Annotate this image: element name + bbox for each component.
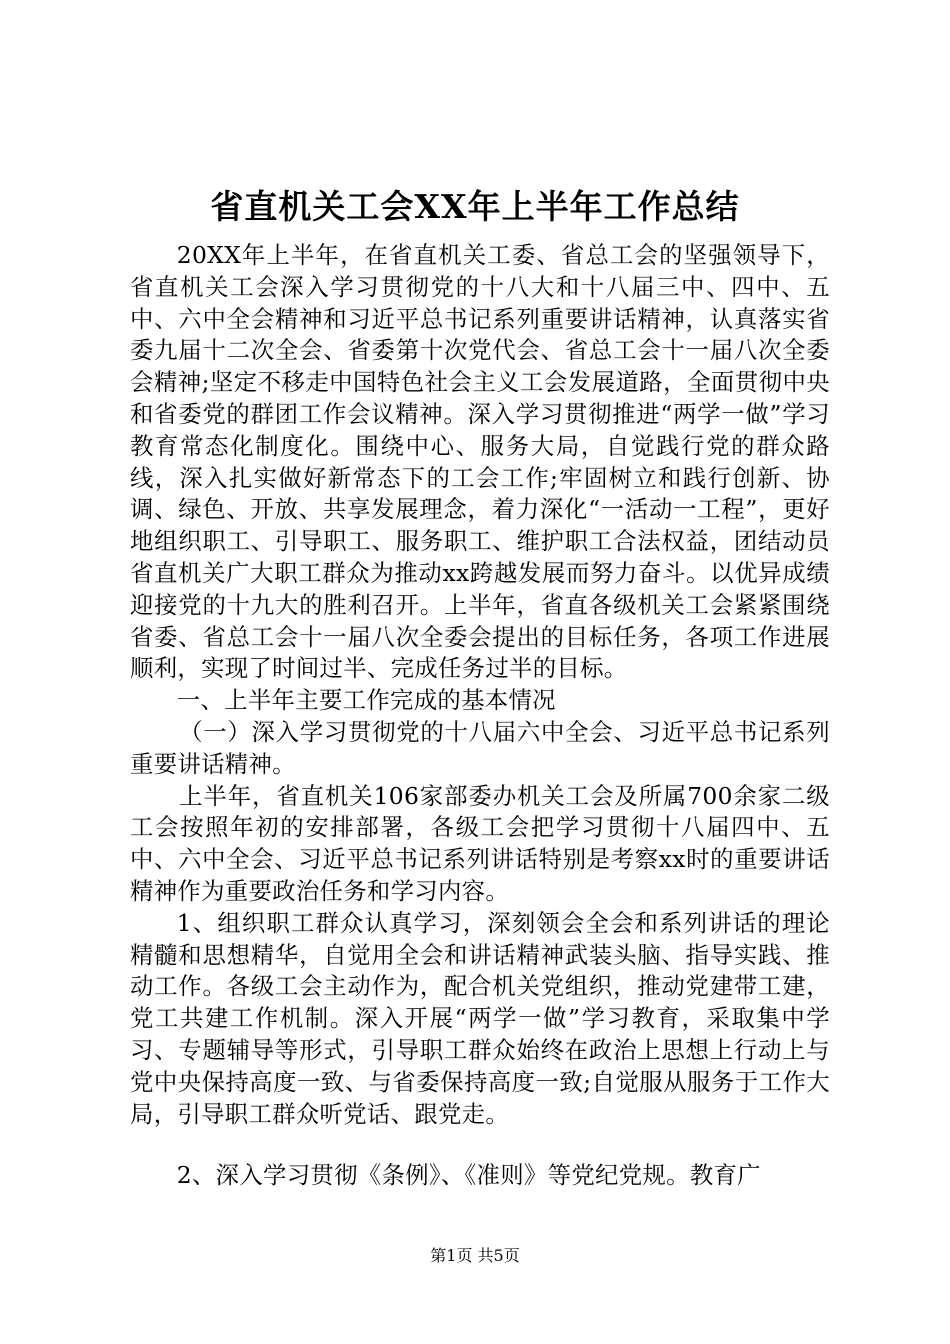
paragraph-spacer (130, 1130, 830, 1160)
paragraph-first-half: 上半年，省直机关106家部委办机关工会及所属700余家二级工会按照年初的安排部署，各级工会把学习贯彻十八届四中、五中、六中全会、习近平总书记系列讲话特别是考察xx时的重要讲话精神作为重要政治任务和学习内容。 (130, 781, 830, 905)
page-number: 第1页 共5页 (430, 1246, 520, 1265)
section-heading-1: 一、上半年主要工作完成的基本情况 (176, 686, 556, 715)
document-body (130, 240, 830, 1192)
paragraph-item-1: 1、组织职工群众认真学习，深刻领会全会和系列讲话的理论精髓和思想精华，自觉用全会和讲话精神武装头脑、指导实践、推动工作。各级工会主动作为，配合机关党组织，推动党建带工建，党工共建工作机制。深入开展“两学一做”学习教育，采取集中学习、专题辅导等形式，引导职工群众始终在政治上思想上行动上与党中央保持高度一致、与省委保持高度一致;自觉服从服务于工作大局，引导职工群众听党话、跟党走。 (130, 908, 830, 1128)
paragraph-intro: 20XX年上半年，在省直机关工委、省总工会的坚强领导下，省直机关工会深入学习贯彻党的十八大和十八届三中、四中、五中、六中全会精神和习近平总书记系列重要讲话精神，认真落实省委九届十二次全会、省委第十次党代会、省总工会十一届八次全委会精神;坚定不移走中国特色社会主义工会发展道路，全面贯彻中央和省委党的群团工作会议精神。深入学习贯彻推进“两学一做”学习教育常态化制度化。围绕中心、服务大局，自觉践行党的群众路线，深入扎实做好新常态下的工会工作;牢固树立和践行创新、协调、绿色、开放、共享发展理念，着力深化“一活动一工程”，更好地组织职工、引导职工、服务职工、维护职工合法权益，团结动员省直机关广大职工群众为推动xx跨越发展而努力奋斗。以优异成绩迎接党的十九大的胜利召开。上半年，省直各级机关工会紧紧围绕省委、省总工会十一届八次全委会提出的目标任务，各项工作进展顺利，实现了时间过半、完成任务过半的目标。 (130, 241, 830, 683)
document-title: 省直机关工会XX年上半年工作总结 (210, 187, 740, 226)
paragraph-item-2: 2、深入学习贯彻《条例》、《准则》等党纪党规。教育广 (176, 1161, 761, 1190)
subsection-heading-1: （一）深入学习贯彻党的十八届六中全会、习近平总书记系列重要讲话精神。 (130, 717, 830, 778)
